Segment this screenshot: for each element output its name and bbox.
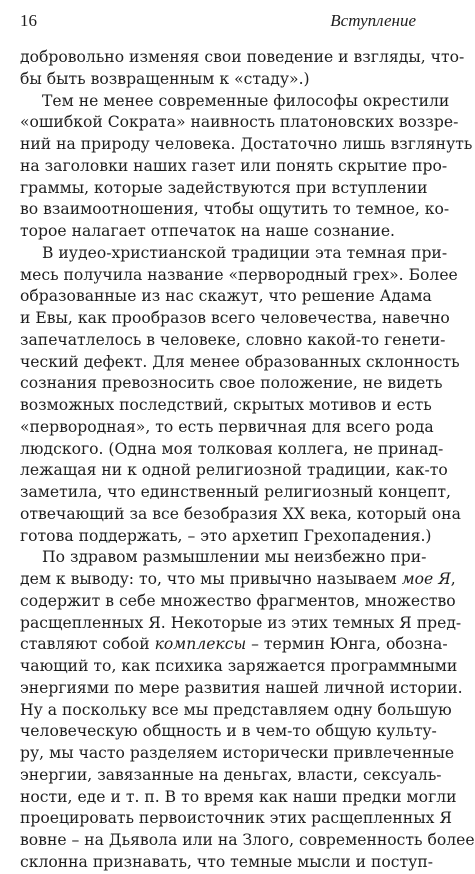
text-line: людского. (Одна моя толковая коллега, не принад- bbox=[20, 439, 444, 458]
running-title: Вступление bbox=[330, 11, 416, 30]
text-line: ний на природу человека. Достаточно лишь взглянуть bbox=[20, 135, 473, 153]
text-line: готова поддержать, – это архетип Грехопадения.) bbox=[20, 526, 432, 545]
text-line: торое налагает отпечаток на наше сознание. bbox=[20, 222, 396, 240]
text-line: энергиями по мере развития нашей личной истории. bbox=[20, 678, 463, 697]
text-line: В иудео-христианской традиции эта темная при- bbox=[42, 243, 448, 262]
text-line: дем к выводу: то, что мы привычно называем мое Я, bbox=[20, 570, 456, 588]
text-line: отвечающий за все безобразия XX века, который она bbox=[20, 504, 461, 523]
text-line: ставляют собой комплексы – термин Юнга, обозна- bbox=[20, 635, 448, 654]
text-line: сознания превозносить свое положение, не видеть bbox=[20, 374, 443, 393]
text-line: во взаимоотношения, чтобы ощутить то темное, ко- bbox=[20, 200, 450, 219]
text-line: Тем не менее современные философы окрестили bbox=[42, 91, 450, 110]
text-line: ру, мы часто разделяем исторически привлеченные bbox=[20, 744, 455, 762]
text-line: бы быть возвращенным к «стаду».) bbox=[20, 69, 310, 88]
text-line: лежащая ни к одной религиозной традиции, как-то bbox=[20, 461, 448, 480]
running-head bbox=[20, 10, 416, 32]
text-line: энергии, завязанные на деньгах, власти, сексуаль- bbox=[20, 765, 442, 784]
text-line: добровольно изменяя свои поведение и взгляды, что- bbox=[20, 48, 465, 66]
text-line: человеческую общность и в чем-то общую культу- bbox=[20, 722, 437, 741]
text-line: содержит в себе множество фрагментов, множество bbox=[20, 591, 456, 610]
text-line: чающий то, как психика заряжается программными bbox=[20, 657, 458, 675]
text-line: и Евы, как прообразов всего человечества, навечно bbox=[20, 309, 450, 327]
page-number: 16 bbox=[20, 11, 37, 30]
text-line: возможных последствий, скрытых мотивов и есть bbox=[20, 396, 432, 414]
text-line: ности, еде и т. п. В то время как наши предки могли bbox=[20, 787, 457, 806]
text-line: расщепленных Я. Некоторые из этих темных Я пред- bbox=[20, 613, 462, 632]
text-line: месь получила название «первородный грех». Более bbox=[20, 265, 458, 284]
text-line: склонна признавать, что темные мысли и поступ- bbox=[20, 852, 433, 871]
text-line: граммы, которые задействуются при вступлении bbox=[20, 178, 428, 197]
body-text bbox=[20, 47, 475, 874]
text-line: «ошибкой Сократа» наивность платоновских воззре- bbox=[20, 113, 459, 132]
text-line: на заголовки наших газет или понять скрытие про- bbox=[20, 156, 448, 175]
text-line: ческий дефект. Для менее образованных склонность bbox=[20, 352, 460, 371]
text-line: заметила, что единственный религиозный концепт, bbox=[20, 483, 451, 501]
text-line: Ну а поскольку все мы представляем одну большую bbox=[20, 700, 452, 719]
text-line: «первородная», то есть первичная для всего рода bbox=[20, 417, 434, 436]
text-line: образованные из нас скажут, что решение Адама bbox=[20, 287, 432, 306]
text-line: По здравом размышлении мы неизбежно при- bbox=[42, 548, 427, 567]
text-line: вовне – на Дьявола или на Злого, современность более bbox=[20, 831, 475, 849]
text-line: проецировать первоисточник этих расщепленных Я bbox=[20, 809, 452, 828]
text-line: запечатлелось в человеке, словно какой-то генети- bbox=[20, 330, 446, 349]
